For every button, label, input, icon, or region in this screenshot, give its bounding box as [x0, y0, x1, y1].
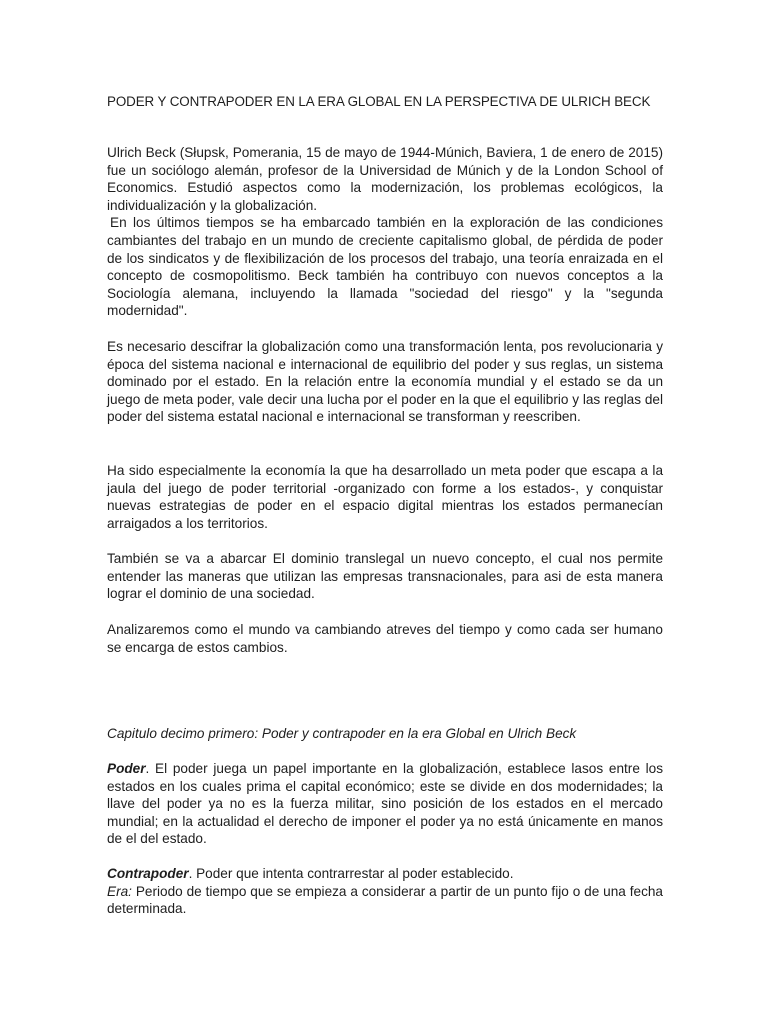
- intro-paragraph-research: En los últimos tiempos se ha embarcado también en la exploración de las condiciones cambiantes del trabajo en un mundo de creciente capitalismo global, de pérdida de poder de los sindicatos y de flexibilización de los procesos del trabajo, una teoría enraizada en el concepto de cosmopolitismo. Beck también ha contribuyo con nuevos conceptos a la Sociología alemana, incluyendo la llamada "sociedad del riesgo" y la "segunda modernidad".: [107, 215, 663, 319]
- definition-poder-text: . El poder juega un papel importante en la globalización, establece lasos entre los estados en los cuales prima el capital económico; este se divide en dos modernidades; la llave del poder ya no es la fuerza militar, sino posición de los estados en el mercado mundial; en la actualidad el derecho de imponer el poder ya no está únicamente en manos de el del estado.: [107, 761, 663, 847]
- definition-contrapoder-era: [107, 865, 663, 918]
- definition-contrapoder-text: . Poder que intenta contrarrestar al poder establecido.: [188, 866, 514, 881]
- chapter-heading: [107, 725, 663, 743]
- term-poder: Poder: [107, 761, 146, 776]
- paragraph-text: Ha sido especialmente la economía la que ha desarrollado un meta poder que escapa a la jaula del juego de poder territorial -organizado con forme a los estados-, y conquistar nuevas estrategias de poder en el espacio digital mientras los estados permanecían arraigados a los territorios.: [107, 463, 663, 531]
- paragraph-translegal-domain: [107, 550, 663, 603]
- paragraph-change: [107, 621, 663, 656]
- term-contrapoder: Contrapoder: [107, 866, 189, 881]
- definition-contrapoder-paragraph: [107, 865, 663, 883]
- intro-paragraph-biography: Ulrich Beck (Słupsk, Pomerania, 15 de mayo de 1944-Múnich, Baviera, 1 de enero de 2015) fue un sociólogo alemán, profesor de la Universidad de Múnich y de la London School of Economics. Estudió aspectos como la modernización, los problemas ecológicos, la individualización y la globalización.: [107, 145, 663, 213]
- paragraph-text: Analizaremos como el mundo va cambiando atreves del tiempo y como cada ser humano se encarga de estos cambios.: [107, 622, 663, 655]
- paragraph-text: También se va a abarcar El dominio translegal un nuevo concepto, el cual nos permite entender las maneras que utilizan las empresas transnacionales, para asi de esta manera lograr el dominio de una sociedad.: [107, 551, 663, 602]
- term-era: Era:: [107, 883, 132, 899]
- intro-section: [107, 144, 663, 320]
- definition-era-paragraph: [107, 883, 663, 918]
- paragraph-globalization: [107, 338, 663, 426]
- definition-poder: [107, 760, 663, 848]
- definition-poder-paragraph: [107, 760, 663, 848]
- definition-era-text: Periodo de tiempo que se empieza a considerar a partir de un punto fijo o de una fecha determinada.: [107, 883, 663, 917]
- paragraph-meta-power: [107, 462, 663, 532]
- document-page: [107, 0, 663, 1024]
- paragraph-text: Es necesario descifrar la globalización como una transformación lenta, pos revolucionaria y época del sistema nacional e internacional de equilibrio del poder y sus reglas, un sistema dominado por el estado. En la relación entre la economía mundial y el estado se da un juego de meta poder, vale decir una lucha por el poder en la que el equilibrio y las reglas del poder del sistema estatal nacional e internacional se transforman y reescriben.: [107, 339, 663, 425]
- document-title: PODER Y CONTRAPODER EN LA ERA GLOBAL EN LA PERSPECTIVA DE ULRICH BECK: [107, 94, 651, 109]
- chapter-heading-text: Capitulo decimo primero: Poder y contrapoder en la era Global en Ulrich Beck: [107, 726, 577, 741]
